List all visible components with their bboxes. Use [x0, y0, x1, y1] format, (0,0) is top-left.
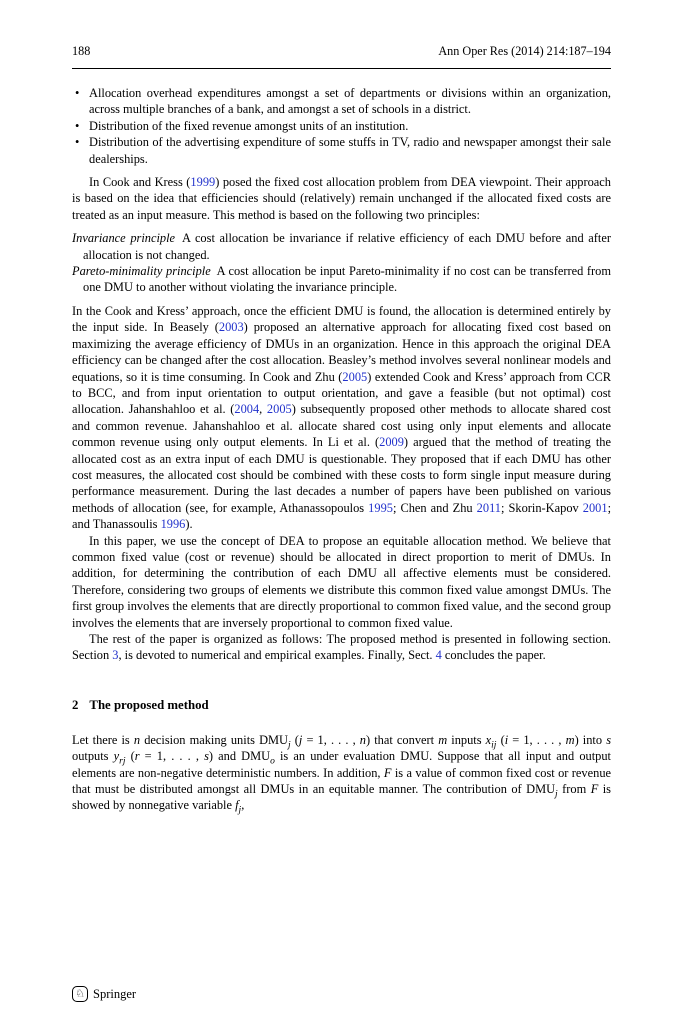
text-run: decision making units DMU	[140, 732, 288, 747]
text-run: (	[496, 732, 505, 747]
citation-link[interactable]: 1996	[160, 517, 186, 532]
text-run: ) that convert	[366, 732, 439, 747]
citation-link[interactable]: 2005	[342, 369, 368, 384]
math-variable: i	[504, 732, 509, 747]
citation-link[interactable]: 2003	[218, 320, 244, 335]
text-run: ) and DMU	[208, 749, 271, 764]
text-run: is showed by nonnegative variable	[72, 782, 611, 813]
text-run: inputs	[447, 732, 486, 747]
paragraph-paper-outline	[72, 631, 611, 664]
text-run: = 1, . . . ,	[302, 732, 360, 747]
section-number: 2	[72, 697, 79, 712]
text-run: = 1, . . . ,	[139, 749, 205, 764]
page-number: 188	[72, 44, 91, 58]
math-variable: m	[565, 732, 575, 747]
text-run: ; and Thanassoulis	[72, 500, 612, 532]
page-content	[72, 85, 611, 814]
bullet-text	[89, 135, 611, 165]
text-run: In this paper, we use the concept of DEA to propose an equitable allocation method. We believe that common fixed value (cost or revenue) should be allocated in direct proportion to merit of DMUs. In addition, for determining the contribution of each DMU all affective elements must be considered. Therefore, considering two groups of elements we distribute this common fixed value amongst DMUs. The first group involves the elements that are directly proportional to common fixed value, and the second group involves the elements that are inversely proportional to common fixed value.	[72, 533, 611, 630]
math-variable: F	[383, 765, 392, 780]
math-subscript: j	[238, 805, 242, 816]
math-subscript: j	[288, 740, 291, 751]
citation-link[interactable]: 1999	[190, 175, 216, 190]
text-run: is a value of common fixed cost or revenue that must be distributed amongst all DMUs in an equitable manner. The contribution of DMU	[72, 765, 612, 797]
text-run: ,	[241, 798, 245, 813]
bullet-icon: •	[75, 86, 80, 100]
citation-link[interactable]: 1995	[368, 500, 393, 515]
citation-link[interactable]: 2011	[476, 500, 501, 515]
bullet-icon: •	[75, 135, 80, 150]
paragraph-method-setup	[72, 732, 611, 814]
principle-invariance	[72, 230, 611, 263]
text-run: ) into	[574, 732, 607, 747]
citation-link[interactable]: 2001	[582, 500, 608, 515]
math-subscript: ij	[491, 740, 497, 751]
principle-pareto-minimality	[72, 263, 611, 296]
bullet-list	[72, 85, 611, 167]
math-variable: x	[485, 732, 492, 747]
text-run: outputs	[72, 749, 114, 764]
citation-link[interactable]: 2005	[266, 402, 292, 417]
bullet-item-advertising	[72, 134, 611, 167]
text-run: A cost allocation be input Pareto-minimality if no cost can be transferred from one DMU to another without violating the invariance principle.	[83, 264, 611, 295]
math-variable: s	[204, 749, 209, 764]
text-run: Distribution of the advertising expenditure of some stuffs in TV, radio and newspaper amongst their sale dealerships.	[89, 135, 611, 166]
text-run: is an under evaluation DMU. Suppose that all input and output elements are non-negative deterministic numbers. In addition,	[72, 749, 611, 780]
math-variable: n	[133, 732, 141, 747]
publisher-name: Springer	[93, 986, 137, 1001]
text-run: ) argued that the method of treating the allocated cost as an extra input of each DMU is questionable. They proposed that if each DMU has other cost measures, the allocated cost should be combined with these costs to form single input measure during performance measurement. During the last decades a number of papers have been published on various methods of allocation (see, for example, Athanassopoulos	[72, 435, 612, 515]
section-heading-proposed-method	[72, 697, 611, 714]
text-run: ) extended Cook and Kress’ approach from CCR to BCC, and from input orientation to output orientation, and gave a feasible (but not optimal) cost allocation. Jahanshahloo et al. (	[72, 369, 612, 417]
text-run: ; Chen and Zhu	[392, 500, 477, 515]
header-rule	[72, 68, 611, 69]
text-run: = 1, . . . ,	[508, 732, 566, 747]
journal-reference: Ann Oper Res (2014) 214:187–194	[438, 44, 611, 58]
math-subscript: rj	[119, 756, 126, 767]
text-run: ) proposed an alternative approach for allocating fixed cost based on maximizing the average efficiency of DMUs in an organization. Hence in this approach the original DEA efficiency can be changed after the cost allocation. Beasley’s method involves several nonlinear models and equations, so it is time consuming. In Cook and Zhu (	[72, 320, 611, 384]
math-variable: m	[438, 732, 448, 747]
math-variable: r	[134, 749, 140, 764]
springer-horse-logo-icon: ♘	[72, 986, 88, 1002]
math-variable: n	[359, 732, 366, 747]
text-run: In the Cook and Kress’ approach, once the efficient DMU is found, the allocation is determined entirely by the input side. In Beasely (	[72, 303, 611, 335]
page-header	[72, 44, 611, 68]
math-variable: Pareto-minimality principle	[72, 264, 211, 279]
text-run: In Cook and Kress (	[89, 175, 191, 190]
text-run: from	[557, 782, 591, 797]
math-variable: F	[590, 782, 599, 797]
math-variable: Invariance principle	[72, 231, 176, 246]
text-run: Let there is	[72, 732, 134, 747]
paragraph-this-paper	[72, 533, 611, 631]
page-footer	[72, 986, 136, 1002]
text-run: ) posed the fixed cost allocation problem from DEA viewpoint. Their approach is based on the idea that efficiencies should (relatively) remain unchanged if the allocated fixed costs are treated as an input measure. This method is based on the following two principles:	[72, 175, 611, 222]
section-title: The proposed method	[89, 697, 209, 712]
bullet-icon: •	[75, 118, 80, 133]
bullet-text	[89, 86, 611, 116]
citation-link[interactable]: 3	[112, 648, 119, 663]
text-run: , is devoted to numerical and empirical examples. Finally, Sect.	[118, 648, 436, 663]
math-variable: s	[606, 732, 612, 747]
text-run: concludes the paper.	[441, 648, 546, 663]
bullet-text	[89, 119, 408, 133]
math-subscript: o	[270, 756, 275, 767]
bullet-item-fixed-revenue	[72, 118, 611, 134]
text-run: ).	[185, 517, 193, 532]
text-run: Distribution of the fixed revenue amongst units of an institution.	[89, 118, 409, 133]
text-run: The rest of the paper is organized as follows: The proposed method is presented in following section. Section	[72, 632, 611, 663]
text-run: ,	[259, 402, 267, 417]
paragraph-cook-kress-intro	[72, 174, 611, 223]
math-variable: y	[113, 749, 120, 764]
text-run: (	[125, 749, 135, 764]
principles-block	[72, 230, 611, 296]
text-run: (	[290, 732, 299, 747]
math-variable: f	[235, 798, 239, 813]
citation-link[interactable]: 2004	[234, 402, 260, 417]
paragraph-literature-review	[72, 303, 611, 533]
math-subscript: j	[555, 789, 558, 800]
text-run: ) subsequently proposed other methods to allocate shared cost and common revenue. Jahanshahloo et al. allocate shared cost using only input elements and allocate common revenue using only output elements. In Li et al. (	[72, 402, 611, 450]
citation-link[interactable]: 4	[435, 648, 442, 663]
text-run: ; Skorin-Kapov	[501, 500, 583, 515]
bullet-item-allocation-overhead	[72, 85, 611, 118]
math-variable: j	[298, 732, 303, 747]
text-run: Allocation overhead expenditures amongst a set of departments or divisions within an organization, across multiple branches of a bank, and amongst a set of schools in a district.	[89, 86, 611, 117]
text-run: A cost allocation be invariance if relative efficiency of each DMU before and after allocation is not changed.	[83, 231, 611, 262]
citation-link[interactable]: 2009	[379, 435, 404, 450]
